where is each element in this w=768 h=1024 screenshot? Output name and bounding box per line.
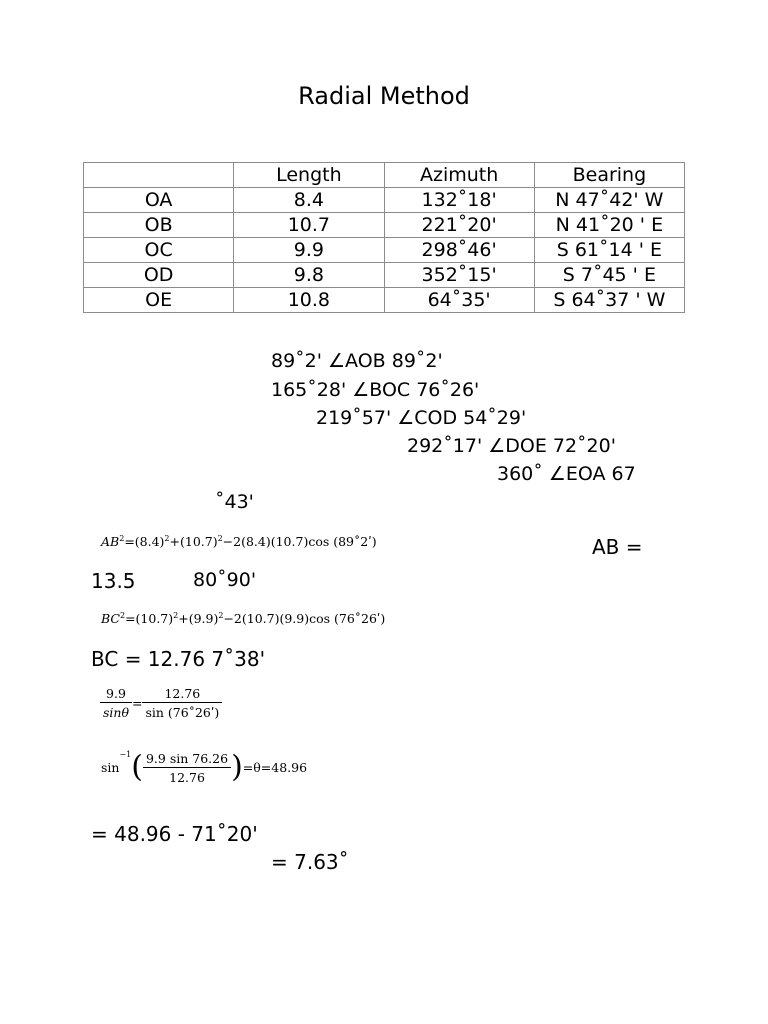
table-cell: 298˚46' (384, 238, 534, 263)
eq-term: +(9.9) (178, 611, 219, 627)
table-cell: 64˚35' (384, 288, 534, 313)
table-row (84, 188, 685, 213)
table-cell: S 7˚45 ' E (534, 263, 684, 288)
angle-line-doe: 292˚17' ∠DOE 72˚20' (407, 435, 616, 457)
angle-line-boc: 165˚28' ∠BOC 76˚26' (271, 379, 480, 401)
angle-line-cod: 219˚57' ∠COD 54˚29' (316, 407, 527, 429)
table-row (84, 213, 685, 238)
final-step-2: = 7.63˚ (271, 850, 349, 874)
table-cell: N 41˚20 ' E (534, 213, 684, 238)
table-cell: OA (84, 188, 234, 213)
inverse-sine-equation: $\sin^{-1}$( $\frac{9.9 \sin 76.26}{12.76}$ )=θ=48.96 (101, 749, 308, 785)
table-header-cell: Bearing (534, 163, 684, 188)
table-cell: 9.8 (234, 263, 384, 288)
eq-term: −2(8.4)(10.7)cos (89˚2ʹ) (222, 534, 377, 550)
table-cell: 10.7 (234, 213, 384, 238)
fraction-denominator: sin (76˚26ʹ) (145, 705, 220, 720)
table-cell: S 64˚37 ' W (534, 288, 684, 313)
fraction-denominator: 12.76 (169, 769, 205, 785)
table-header-row (84, 163, 685, 188)
table-cell: OC (84, 238, 234, 263)
ab-result: 13.5 (91, 569, 136, 593)
eq-term: =(8.4) (124, 534, 165, 550)
eq-term: =(10.7) (125, 611, 174, 627)
eq-term: +(10.7) (169, 534, 218, 550)
table-header-cell: Length (234, 163, 384, 188)
table-cell: OE (84, 288, 234, 313)
table-cell: 352˚15' (384, 263, 534, 288)
final-step-1: = 48.96 - 71˚20' (91, 822, 258, 846)
eq-term: −2(10.7)(9.9)cos (76˚26ʹ) (223, 611, 386, 627)
table-cell: 221˚20' (384, 213, 534, 238)
fraction-right (142, 686, 222, 720)
table-cell: OB (84, 213, 234, 238)
table-header-cell (84, 163, 234, 188)
table-cell: N 47˚42' W (534, 188, 684, 213)
table-row (84, 238, 685, 263)
ab-label: AB = (592, 535, 643, 559)
table-cell: OD (84, 263, 234, 288)
eq-lhs: AB (101, 534, 120, 550)
ab-angle: 80˚90' (193, 569, 257, 591)
bc-result: BC = 12.76 7˚38' (91, 647, 266, 671)
law-of-sines: $\frac{9.9}{\sin\theta}$ = $\frac{12.76}{\text{sin (76˚26ʹ)}}$ (100, 686, 222, 720)
table-row (84, 288, 685, 313)
angle-line-aob: 89˚2' ∠AOB 89˚2' (271, 350, 443, 372)
table-cell: S 61˚14 ' E (534, 238, 684, 263)
table-row (84, 263, 685, 288)
table-cell: 9.9 (234, 238, 384, 263)
law-of-cosines-bc: $BC^2=(10.7)^2+(9.9)^2-2(10.7)(9.9)\cos$ (76˚26ʹ) (101, 611, 386, 627)
survey-table (83, 162, 685, 313)
fraction-numerator: 9.9 (100, 686, 132, 703)
fraction-numerator: 9.9 sin 76.26 (143, 751, 231, 768)
eq-lhs: BC (101, 611, 120, 627)
page-title: Radial Method (298, 82, 470, 110)
table-header-cell: Azimuth (384, 163, 534, 188)
eq-func: sin (101, 760, 120, 775)
table-cell: 8.4 (234, 188, 384, 213)
fraction (143, 751, 231, 785)
angle-line-eoa: 360˚ ∠EOA 67 (497, 463, 636, 485)
eq-rhs: =θ=48.96 (242, 760, 308, 775)
table-cell: 10.8 (234, 288, 384, 313)
angle-line-eoa-cont: ˚43' (215, 491, 254, 513)
table-cell: 132˚18' (384, 188, 534, 213)
fraction-denominator: sinθ (103, 705, 129, 720)
fraction-left (100, 686, 132, 720)
fraction-numerator: 12.76 (142, 686, 222, 703)
law-of-cosines-ab: $AB^2=(8.4)^2+(10.7)^2-2(8.4)(10.7)\cos$ (89˚2ʹ) (101, 534, 377, 550)
